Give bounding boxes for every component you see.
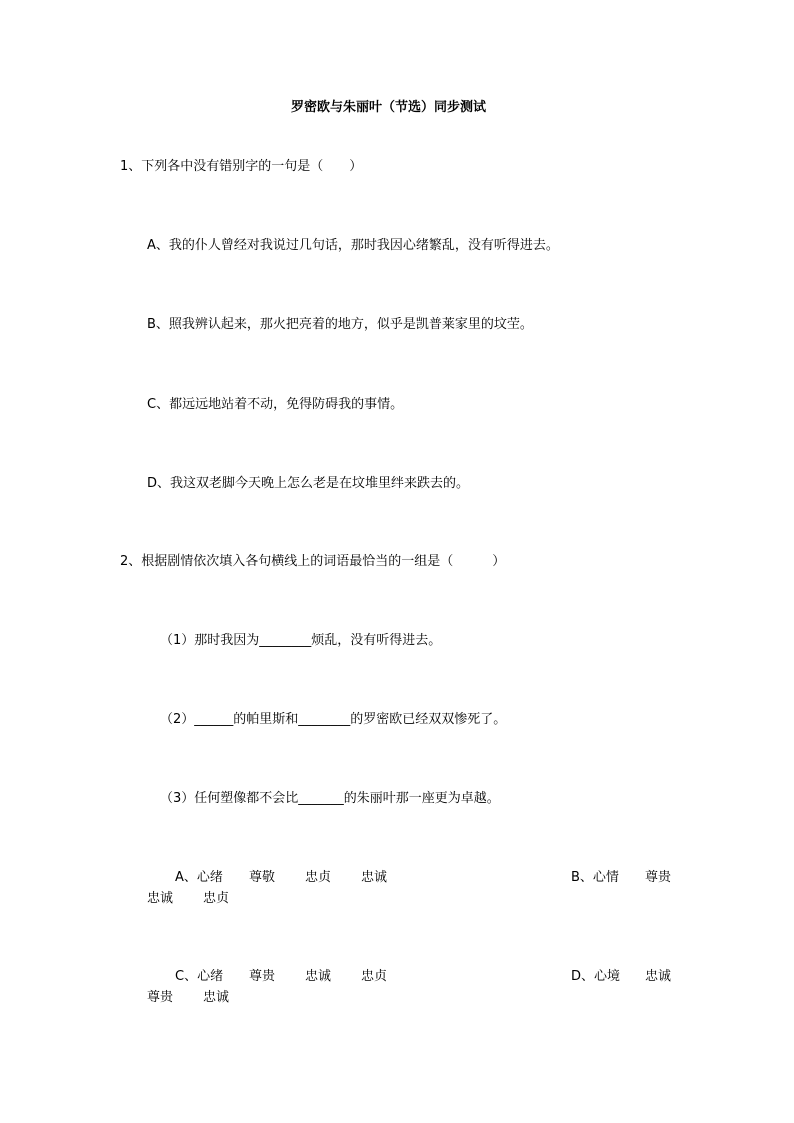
- question-2-item-3: （3）任何塑像都不会比_______的朱丽叶那一座更为卓越。: [160, 791, 500, 806]
- choice-b-word-2: 尊贵: [645, 870, 672, 885]
- choice-a-word-2: 尊敬: [249, 870, 276, 885]
- question-1-option-d: D、我这双老脚今天晚上怎么老是在坟堆里绊来跌去的。: [147, 476, 470, 491]
- choice-a-label: A、心绪: [175, 870, 223, 885]
- question-2-item-1: （1）那时我因为________烦乱，没有听得进去。: [160, 633, 442, 648]
- choice-a: [175, 869, 387, 887]
- choice-a-word-4: 忠诚: [361, 870, 388, 885]
- page-title: 罗密欧与朱丽叶（节选）同步测试: [291, 100, 487, 115]
- question-1-option-a: A、我的仆人曾经对我说过几句话，那时我因心绪繁乱，没有听得进去。: [147, 238, 559, 253]
- choice-d-word-4: 忠诚: [203, 990, 230, 1005]
- question-1-option-b: B、照我辨认起来，那火把亮着的地方，似乎是凯普莱家里的坟茔。: [147, 317, 533, 332]
- choice-c-word-3: 忠诚: [305, 969, 332, 984]
- choice-d: [571, 968, 671, 986]
- choice-c-word-2: 尊贵: [249, 969, 276, 984]
- choice-d-word-2: 忠诚: [645, 969, 672, 984]
- choice-c: [175, 968, 387, 986]
- choice-c-word-4: 忠贞: [361, 969, 388, 984]
- question-1-stem: 1、下列各中没有错别字的一句是（ ）: [120, 159, 363, 174]
- choice-b-word-4: 忠贞: [203, 891, 230, 906]
- choice-c-label: C、心绪: [175, 969, 224, 984]
- choice-d-continued: [147, 989, 229, 1007]
- choice-b: [571, 869, 671, 887]
- choice-d-label: D、心境: [571, 969, 621, 984]
- choice-b-label: B、心情: [571, 870, 619, 885]
- choice-b-continued: [147, 890, 229, 908]
- choice-b-word-3: 忠诚: [147, 891, 174, 906]
- question-2-stem: 2、根据剧情依次填入各句横线上的词语最恰当的一组是（ ）: [120, 554, 506, 569]
- question-1-option-c: C、都远远地站着不动，免得防碍我的事情。: [147, 397, 404, 412]
- choice-a-word-3: 忠贞: [305, 870, 332, 885]
- question-2-item-2: （2）______的帕里斯和________的罗密欧已经双双惨死了。: [160, 712, 507, 727]
- choice-d-word-3: 尊贵: [147, 990, 174, 1005]
